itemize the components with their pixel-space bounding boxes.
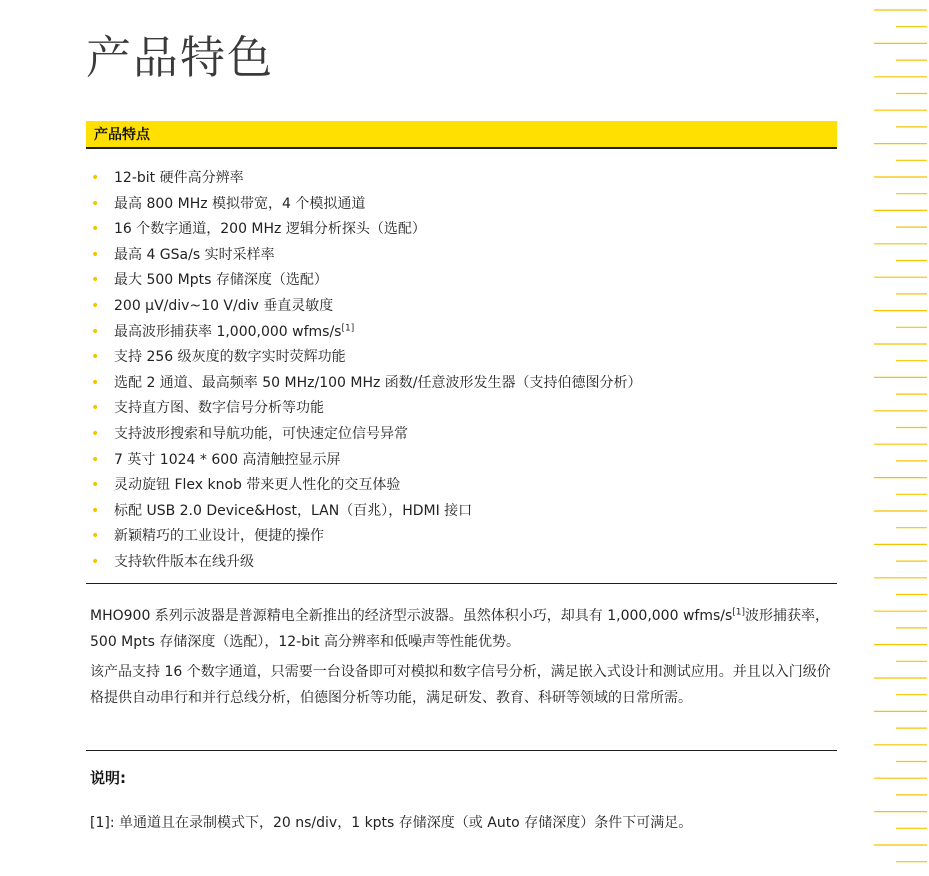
intro-paragraph-2: 该产品支持 16 个数字通道，只需要一台设备即可对模拟和数字信号分析，满足嵌入式设计和测试应用。并且以入门级价格提供自动串行和并行总线分析，伯德图分析等功能，满足研发、教育、科研等领域的日常所需。 <box>90 664 831 706</box>
feature-item <box>86 192 837 218</box>
bullet-dot-icon: • <box>91 297 100 314</box>
feature-text: 支持 256 级灰度的数字实时荧辉功能 <box>114 349 346 366</box>
feature-text: 最大 500 Mpts 存储深度（选配） <box>114 272 328 289</box>
feature-item <box>86 473 837 499</box>
feature-item <box>86 217 837 243</box>
footnote-ref: [1] <box>341 322 355 333</box>
feature-item <box>86 448 837 474</box>
feature-item <box>86 166 837 192</box>
bullet-dot-icon: • <box>91 170 100 186</box>
page-title: 产品特色 <box>86 31 275 84</box>
feature-item <box>86 371 837 397</box>
section-header-bar <box>86 121 837 149</box>
feature-text: 200 μV/div~10 V/div 垂直灵敏度 <box>114 297 334 314</box>
bullet-dot-icon: • <box>91 502 100 519</box>
feature-item <box>86 422 837 448</box>
bullet-dot-icon: • <box>91 272 100 289</box>
bullet-dot-icon: • <box>91 553 100 570</box>
feature-text: 7 英寸 1024 * 600 高清触控显示屏 <box>114 451 341 468</box>
feature-text: 最高 800 MHz 模拟带宽，4 个模拟通道 <box>114 195 366 212</box>
feature-text: 支持直方图、数字信号分析等功能 <box>114 400 324 417</box>
feature-list <box>86 166 837 576</box>
feature-text: 灵动旋钮 Flex knob 带来更人性化的交互体验 <box>114 477 401 494</box>
bullet-dot-icon: • <box>91 374 100 391</box>
intro-paragraph-1 <box>90 604 835 655</box>
feature-text: 12-bit 硬件高分辨率 <box>114 170 244 186</box>
ruler-ticks-decoration <box>870 0 929 876</box>
feature-item <box>86 550 837 576</box>
feature-text: 新颖精巧的工业设计，便捷的操作 <box>114 528 324 545</box>
feature-item <box>86 524 837 550</box>
feature-item <box>86 320 837 346</box>
footnote-text: [1]: 单通道且在录制模式下，20 ns/div，1 kpts 存储深度（或 Auto 存储深度）条件下可满足。 <box>90 815 693 831</box>
feature-text: 选配 2 通道、最高频率 50 MHz/100 MHz 函数/任意波形发生器（支持伯德图分析） <box>114 374 642 391</box>
bullet-dot-icon: • <box>91 528 100 545</box>
divider-line <box>86 750 837 751</box>
bullet-dot-icon: • <box>91 349 100 366</box>
feature-item <box>86 345 837 371</box>
footnote-ref: [1] <box>732 607 746 618</box>
feature-text: 标配 USB 2.0 Device&Host，LAN（百兆），HDMI 接口 <box>114 502 473 519</box>
feature-text: 16 个数字通道，200 MHz 逻辑分析探头（选配） <box>114 221 426 238</box>
section-heading: 产品特点 <box>94 127 150 143</box>
feature-item <box>86 499 837 525</box>
divider-line <box>86 583 837 584</box>
feature-item <box>86 294 837 320</box>
bullet-dot-icon: • <box>91 477 100 494</box>
feature-item <box>86 396 837 422</box>
feature-text: 最高 4 GSa/s 实时采样率 <box>114 246 275 263</box>
feature-text: 支持软件版本在线升级 <box>114 553 254 570</box>
feature-item <box>86 268 837 294</box>
bullet-dot-icon: • <box>91 400 100 417</box>
bullet-dot-icon: • <box>91 195 100 212</box>
intro-text: MHO900 系列示波器是普源精电全新推出的经济型示波器。虽然体积小巧，却具有 1,000,000 wfms/s <box>90 608 733 624</box>
feature-item <box>86 243 837 269</box>
feature-text: 最高波形捕获率 1,000,000 wfms/s <box>114 323 342 340</box>
feature-text: 支持波形搜索和导航功能，可快速定位信号异常 <box>114 425 408 442</box>
bullet-dot-icon: • <box>91 323 100 340</box>
intro-text: 波形捕获率，500 Mpts 存储深度（选配），12-bit 高分辨率和低噪声等性能优势。 <box>90 608 830 650</box>
bullet-dot-icon: • <box>91 425 100 442</box>
bullet-dot-icon: • <box>91 246 100 263</box>
bullet-dot-icon: • <box>91 451 100 468</box>
notes-heading: 说明: <box>90 769 126 787</box>
bullet-dot-icon: • <box>91 221 100 238</box>
